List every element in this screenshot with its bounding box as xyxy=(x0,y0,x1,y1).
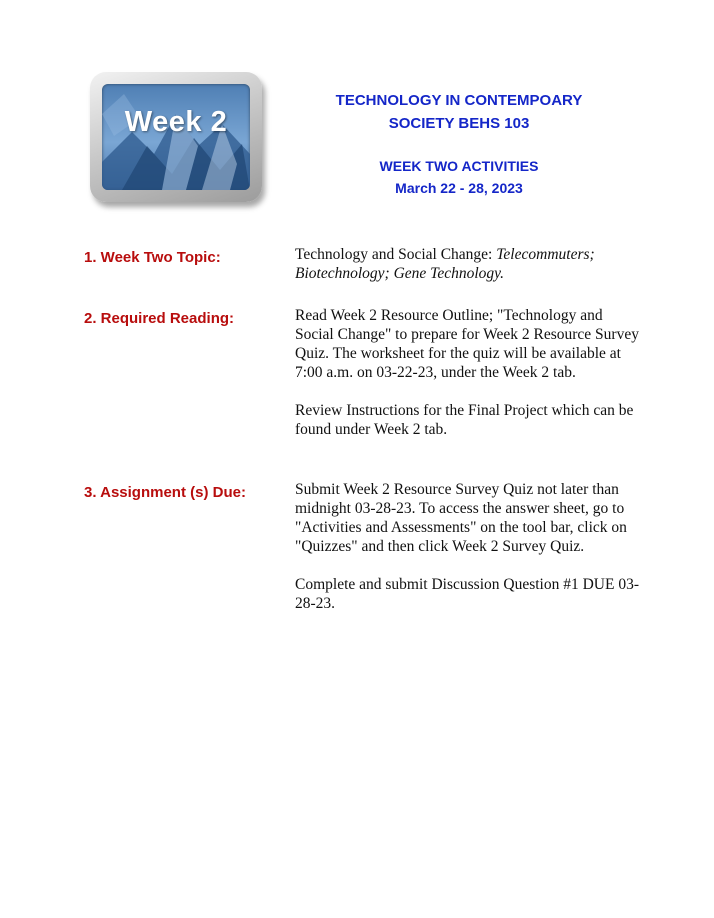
page-title xyxy=(280,89,638,135)
title-line-1: TECHNOLOGY IN CONTEMPOARY xyxy=(335,92,583,109)
badge-screen xyxy=(102,84,250,190)
topic-text: Technology and Social Change: xyxy=(295,246,497,263)
week-2-badge xyxy=(90,72,268,210)
badge-label: Week 2 xyxy=(124,106,228,138)
subtitle-dates: March 22 - 28, 2023 xyxy=(395,180,523,196)
page-subtitle xyxy=(280,155,638,199)
reading-paragraph-1: Read Week 2 Resource Outline; "Technology and Social Change" to prepare for Week 2 Resource Survey Quiz. The worksheet for the quiz will be available at 7:00 a.m. on 03-22-23, under the Week 2 tab. xyxy=(295,307,639,381)
subtitle-activities: WEEK TWO ACTIVITIES xyxy=(379,158,539,174)
section-body-assignments xyxy=(295,480,640,613)
assignment-paragraph-2: Complete and submit Discussion Question #1 DUE 03-28-23. xyxy=(295,576,639,612)
reading-paragraph-2: Review Instructions for the Final Project which can be found under Week 2 tab. xyxy=(295,402,634,438)
section-label-topic: 1. Week Two Topic: xyxy=(84,249,221,266)
section-label-assignments: 3. Assignment (s) Due: xyxy=(84,484,246,501)
topic-paragraph xyxy=(295,245,640,283)
section-label-reading: 2. Required Reading: xyxy=(84,310,235,327)
topic-italic-text: Telecommuters; Biotechnology; Gene Technology. xyxy=(295,246,595,282)
title-line-2: SOCIETY BEHS 103 xyxy=(388,115,530,132)
section-body-topic xyxy=(295,245,640,283)
assignment-paragraph-1: Submit Week 2 Resource Survey Quiz not later than midnight 03-28-23. To access the answer sheet, go to "Activities and Assessments" on the tool bar, click on "Quizzes" and then click Week 2 Survey Quiz. xyxy=(295,481,627,555)
section-body-reading xyxy=(295,306,640,439)
